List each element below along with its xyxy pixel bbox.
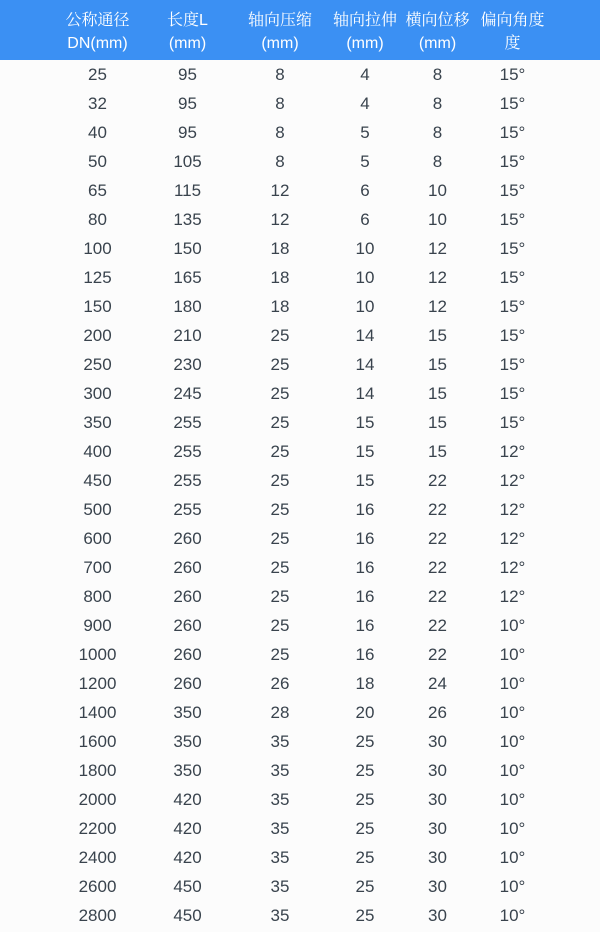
row-spacer-right [550,321,600,350]
row-spacer-left [0,147,50,176]
cell-lateral-displacement: 12 [400,234,475,263]
cell-lateral-displacement: 22 [400,466,475,495]
cell-axial-extension: 10 [330,234,400,263]
cell-axial-compression: 25 [230,408,330,437]
cell-axial-extension: 16 [330,582,400,611]
cell-axial-compression: 35 [230,756,330,785]
cell-nominal-diameter: 800 [50,582,145,611]
cell-axial-extension: 18 [330,669,400,698]
row-spacer-left [0,495,50,524]
cell-nominal-diameter: 100 [50,234,145,263]
cell-axial-extension: 16 [330,611,400,640]
cell-lateral-displacement: 30 [400,756,475,785]
cell-axial-compression: 25 [230,611,330,640]
cell-lateral-displacement: 15 [400,321,475,350]
cell-length: 420 [145,785,230,814]
row-spacer-right [550,466,600,495]
row-spacer-left [0,176,50,205]
header-cell-lateral-displacement [400,0,475,60]
cell-axial-extension: 15 [330,466,400,495]
header-label-line1: 偏向角度 [480,12,545,29]
cell-axial-compression: 8 [230,147,330,176]
row-spacer-right [550,524,600,553]
cell-nominal-diameter: 50 [50,147,145,176]
row-spacer-left [0,553,50,582]
cell-axial-compression: 25 [230,437,330,466]
cell-lateral-displacement: 22 [400,553,475,582]
cell-length: 105 [145,147,230,176]
cell-lateral-displacement: 15 [400,379,475,408]
cell-length: 350 [145,698,230,727]
row-spacer-left [0,60,50,89]
cell-nominal-diameter: 1800 [50,756,145,785]
table-row-dn-900 [0,611,600,640]
cell-axial-extension: 16 [330,640,400,669]
cell-length: 260 [145,611,230,640]
cell-nominal-diameter: 300 [50,379,145,408]
cell-deflection-angle: 12° [475,437,550,466]
header-spacer-right [550,0,600,60]
cell-axial-extension: 25 [330,727,400,756]
row-spacer-left [0,292,50,321]
cell-length: 150 [145,234,230,263]
cell-nominal-diameter: 25 [50,60,145,89]
row-spacer-left [0,582,50,611]
cell-axial-compression: 25 [230,524,330,553]
cell-axial-extension: 25 [330,756,400,785]
header-label-line1: 轴向压缩 [247,12,312,29]
cell-lateral-displacement: 15 [400,408,475,437]
row-spacer-right [550,147,600,176]
cell-nominal-diameter: 65 [50,176,145,205]
row-spacer-right [550,495,600,524]
cell-axial-extension: 4 [330,89,400,118]
cell-nominal-diameter: 1600 [50,727,145,756]
header-cell-length [145,0,230,60]
cell-lateral-displacement: 10 [400,176,475,205]
cell-axial-compression: 18 [230,234,330,263]
cell-axial-extension: 25 [330,814,400,843]
cell-axial-compression: 18 [230,263,330,292]
table-row-dn-2600 [0,872,600,901]
cell-lateral-displacement: 22 [400,611,475,640]
cell-lateral-displacement: 24 [400,669,475,698]
cell-length: 180 [145,292,230,321]
table-row-dn-65 [0,176,600,205]
cell-axial-extension: 15 [330,437,400,466]
cell-deflection-angle: 10° [475,698,550,727]
cell-deflection-angle: 15° [475,350,550,379]
row-spacer-left [0,814,50,843]
row-spacer-right [550,553,600,582]
header-label-line2: (mm) [261,35,299,52]
table-row-dn-1200 [0,669,600,698]
row-spacer-right [550,350,600,379]
cell-deflection-angle: 10° [475,872,550,901]
header-label-line2: DN(mm) [67,35,128,52]
row-spacer-right [550,611,600,640]
cell-axial-extension: 14 [330,350,400,379]
row-spacer-right [550,176,600,205]
cell-length: 260 [145,524,230,553]
cell-nominal-diameter: 2600 [50,872,145,901]
cell-lateral-displacement: 8 [400,118,475,147]
cell-deflection-angle: 15° [475,205,550,234]
header-label-line2: (mm) [168,35,207,52]
header-label-line1: 公称通径 [65,12,130,29]
table-row-dn-2400 [0,843,600,872]
row-spacer-right [550,814,600,843]
cell-deflection-angle: 15° [475,321,550,350]
row-spacer-left [0,437,50,466]
row-spacer-left [0,756,50,785]
row-spacer-left [0,843,50,872]
cell-axial-compression: 25 [230,640,330,669]
row-spacer-right [550,756,600,785]
cell-nominal-diameter: 450 [50,466,145,495]
cell-length: 350 [145,727,230,756]
cell-axial-compression: 12 [230,205,330,234]
cell-length: 210 [145,321,230,350]
header-label-line2: 度 [504,35,521,52]
row-spacer-right [550,582,600,611]
cell-lateral-displacement: 15 [400,437,475,466]
cell-nominal-diameter: 40 [50,118,145,147]
table-row-dn-1400 [0,698,600,727]
cell-axial-extension: 5 [330,118,400,147]
cell-length: 260 [145,582,230,611]
table-row-dn-1000 [0,640,600,669]
cell-deflection-angle: 12° [475,466,550,495]
cell-axial-extension: 10 [330,292,400,321]
row-spacer-right [550,379,600,408]
cell-lateral-displacement: 30 [400,814,475,843]
cell-axial-extension: 5 [330,147,400,176]
row-spacer-left [0,524,50,553]
cell-nominal-diameter: 500 [50,495,145,524]
row-spacer-left [0,408,50,437]
cell-nominal-diameter: 600 [50,524,145,553]
cell-axial-extension: 10 [330,263,400,292]
row-spacer-right [550,408,600,437]
row-spacer-right [550,263,600,292]
cell-axial-compression: 28 [230,698,330,727]
cell-axial-compression: 25 [230,553,330,582]
cell-axial-compression: 35 [230,727,330,756]
cell-length: 245 [145,379,230,408]
table-row-dn-800 [0,582,600,611]
table-row-dn-500 [0,495,600,524]
table-row-dn-250 [0,350,600,379]
cell-axial-compression: 35 [230,785,330,814]
cell-axial-extension: 16 [330,553,400,582]
cell-axial-extension: 16 [330,524,400,553]
row-spacer-left [0,379,50,408]
row-spacer-right [550,234,600,263]
cell-deflection-angle: 12° [475,553,550,582]
cell-nominal-diameter: 400 [50,437,145,466]
table-row-dn-600 [0,524,600,553]
table-row-dn-1800 [0,756,600,785]
cell-nominal-diameter: 700 [50,553,145,582]
header-label-line1: 长度L [167,12,208,29]
cell-deflection-angle: 15° [475,118,550,147]
table-row-dn-50 [0,147,600,176]
cell-axial-compression: 25 [230,350,330,379]
table-row-dn-80 [0,205,600,234]
row-spacer-left [0,350,50,379]
header-row [0,0,600,60]
cell-axial-compression: 18 [230,292,330,321]
cell-axial-compression: 12 [230,176,330,205]
header-cell-nominal-diameter [50,0,145,60]
cell-length: 255 [145,408,230,437]
cell-axial-compression: 35 [230,901,330,930]
cell-axial-compression: 35 [230,814,330,843]
cell-length: 350 [145,756,230,785]
row-spacer-right [550,727,600,756]
header-label-line1: 横向位移 [405,12,470,29]
cell-axial-extension: 4 [330,60,400,89]
table-row-dn-100 [0,234,600,263]
cell-length: 255 [145,437,230,466]
row-spacer-left [0,234,50,263]
cell-deflection-angle: 10° [475,843,550,872]
row-spacer-left [0,640,50,669]
cell-axial-extension: 15 [330,408,400,437]
cell-length: 260 [145,553,230,582]
row-spacer-left [0,785,50,814]
header-cell-deflection-angle [475,0,550,60]
row-spacer-right [550,89,600,118]
cell-axial-compression: 26 [230,669,330,698]
row-spacer-left [0,611,50,640]
cell-deflection-angle: 10° [475,901,550,930]
cell-length: 450 [145,901,230,930]
cell-length: 95 [145,89,230,118]
cell-deflection-angle: 15° [475,147,550,176]
cell-deflection-angle: 10° [475,669,550,698]
cell-nominal-diameter: 32 [50,89,145,118]
cell-length: 95 [145,60,230,89]
cell-length: 260 [145,669,230,698]
cell-deflection-angle: 10° [475,640,550,669]
cell-nominal-diameter: 125 [50,263,145,292]
table-row-dn-150 [0,292,600,321]
cell-deflection-angle: 12° [475,524,550,553]
table-body [0,60,600,930]
cell-lateral-displacement: 8 [400,147,475,176]
cell-axial-compression: 8 [230,118,330,147]
cell-nominal-diameter: 150 [50,292,145,321]
cell-lateral-displacement: 12 [400,292,475,321]
cell-axial-extension: 25 [330,901,400,930]
cell-length: 230 [145,350,230,379]
cell-deflection-angle: 15° [475,263,550,292]
row-spacer-right [550,292,600,321]
row-spacer-left [0,89,50,118]
cell-axial-extension: 25 [330,785,400,814]
cell-nominal-diameter: 2000 [50,785,145,814]
cell-axial-extension: 25 [330,872,400,901]
header-label-line1: 轴向拉伸 [332,12,397,29]
cell-deflection-angle: 10° [475,611,550,640]
cell-axial-compression: 25 [230,495,330,524]
cell-lateral-displacement: 22 [400,582,475,611]
cell-axial-compression: 25 [230,379,330,408]
header-cell-axial-compression [230,0,330,60]
row-spacer-right [550,669,600,698]
cell-axial-compression: 25 [230,466,330,495]
row-spacer-left [0,901,50,930]
row-spacer-right [550,60,600,89]
cell-axial-extension: 20 [330,698,400,727]
cell-lateral-displacement: 30 [400,843,475,872]
cell-nominal-diameter: 350 [50,408,145,437]
cell-nominal-diameter: 2200 [50,814,145,843]
cell-axial-extension: 16 [330,495,400,524]
cell-deflection-angle: 12° [475,495,550,524]
cell-deflection-angle: 12° [475,582,550,611]
cell-lateral-displacement: 30 [400,785,475,814]
row-spacer-right [550,901,600,930]
cell-nominal-diameter: 1000 [50,640,145,669]
cell-deflection-angle: 15° [475,60,550,89]
cell-deflection-angle: 15° [475,408,550,437]
cell-deflection-angle: 15° [475,234,550,263]
row-spacer-right [550,872,600,901]
row-spacer-right [550,118,600,147]
row-spacer-right [550,843,600,872]
cell-nominal-diameter: 2400 [50,843,145,872]
cell-axial-compression: 8 [230,89,330,118]
cell-deflection-angle: 10° [475,727,550,756]
cell-lateral-displacement: 12 [400,263,475,292]
row-spacer-left [0,698,50,727]
cell-deflection-angle: 10° [475,756,550,785]
cell-lateral-displacement: 8 [400,89,475,118]
header-cell-axial-extension [330,0,400,60]
cell-lateral-displacement: 30 [400,727,475,756]
cell-length: 255 [145,466,230,495]
cell-axial-extension: 6 [330,176,400,205]
header-spacer-left [0,0,50,60]
cell-nominal-diameter: 2800 [50,901,145,930]
header-label-line2: (mm) [346,35,384,52]
row-spacer-right [550,437,600,466]
row-spacer-left [0,321,50,350]
cell-axial-extension: 25 [330,843,400,872]
cell-length: 255 [145,495,230,524]
row-spacer-left [0,727,50,756]
cell-lateral-displacement: 8 [400,60,475,89]
cell-length: 135 [145,205,230,234]
cell-axial-extension: 14 [330,321,400,350]
table-row-dn-2800 [0,901,600,930]
cell-length: 420 [145,843,230,872]
cell-lateral-displacement: 30 [400,872,475,901]
row-spacer-right [550,698,600,727]
table-header [0,0,600,60]
cell-nominal-diameter: 1200 [50,669,145,698]
cell-deflection-angle: 15° [475,292,550,321]
cell-nominal-diameter: 900 [50,611,145,640]
row-spacer-right [550,785,600,814]
cell-nominal-diameter: 250 [50,350,145,379]
table-row-dn-125 [0,263,600,292]
row-spacer-left [0,872,50,901]
cell-length: 165 [145,263,230,292]
cell-axial-compression: 8 [230,60,330,89]
cell-lateral-displacement: 15 [400,350,475,379]
table-row-dn-200 [0,321,600,350]
row-spacer-right [550,205,600,234]
cell-axial-compression: 25 [230,582,330,611]
cell-deflection-angle: 10° [475,785,550,814]
table-row-dn-40 [0,118,600,147]
cell-axial-compression: 25 [230,321,330,350]
table-row-dn-32 [0,89,600,118]
cell-nominal-diameter: 80 [50,205,145,234]
row-spacer-left [0,205,50,234]
row-spacer-left [0,118,50,147]
table-row-dn-700 [0,553,600,582]
table-row-dn-2200 [0,814,600,843]
cell-lateral-displacement: 22 [400,640,475,669]
row-spacer-right [550,640,600,669]
cell-nominal-diameter: 1400 [50,698,145,727]
table-row-dn-400 [0,437,600,466]
cell-deflection-angle: 15° [475,379,550,408]
row-spacer-left [0,669,50,698]
cell-nominal-diameter: 200 [50,321,145,350]
cell-axial-compression: 35 [230,872,330,901]
table-row-dn-450 [0,466,600,495]
table-row-dn-2000 [0,785,600,814]
cell-lateral-displacement: 10 [400,205,475,234]
cell-length: 420 [145,814,230,843]
table-row-dn-300 [0,379,600,408]
table-row-dn-25 [0,60,600,89]
cell-deflection-angle: 15° [475,89,550,118]
cell-length: 95 [145,118,230,147]
row-spacer-left [0,263,50,292]
cell-axial-extension: 6 [330,205,400,234]
cell-lateral-displacement: 22 [400,495,475,524]
cell-lateral-displacement: 30 [400,901,475,930]
cell-length: 450 [145,872,230,901]
cell-length: 115 [145,176,230,205]
cell-lateral-displacement: 26 [400,698,475,727]
cell-length: 260 [145,640,230,669]
header-label-line2: (mm) [418,35,457,52]
row-spacer-left [0,466,50,495]
cell-lateral-displacement: 22 [400,524,475,553]
table-row-dn-1600 [0,727,600,756]
cell-axial-compression: 35 [230,843,330,872]
cell-deflection-angle: 15° [475,176,550,205]
cell-deflection-angle: 10° [475,814,550,843]
cell-axial-extension: 14 [330,379,400,408]
table-row-dn-350 [0,408,600,437]
